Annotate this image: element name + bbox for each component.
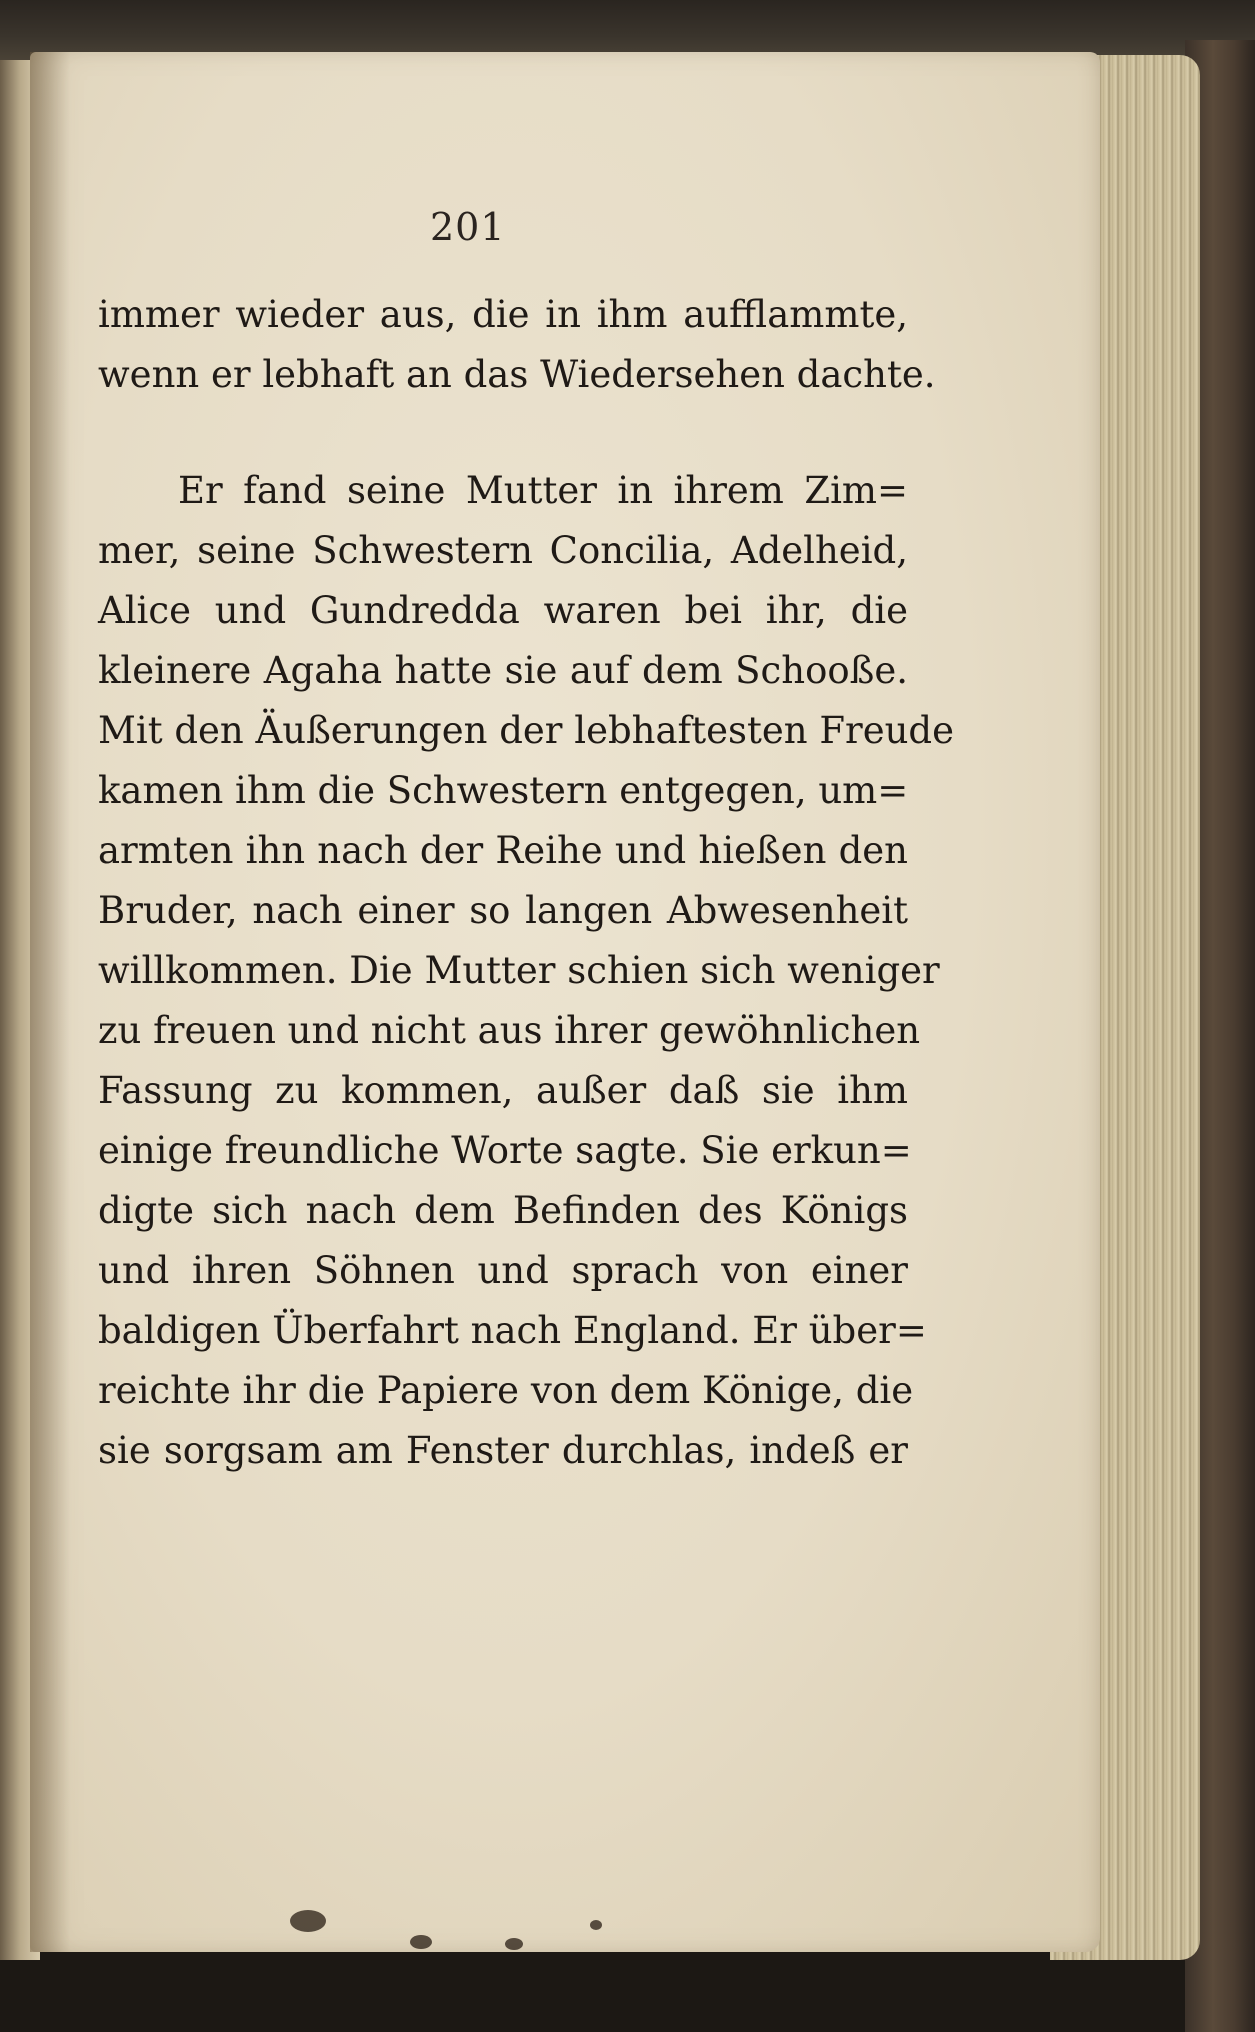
text-line: Fassung zu kommen, außer daß sie ihm <box>98 1069 908 1112</box>
paragraph <box>98 285 936 405</box>
text-line: mer, seine Schwestern Concilia, Adelheid, <box>98 529 908 572</box>
text-line: kamen ihm die Schwestern entgegen, um= <box>98 769 909 812</box>
text-line: Mit den Äußerungen der lebhaftesten Freude <box>98 709 955 752</box>
ink-stain <box>590 1920 602 1930</box>
text-line: armten ihn nach der Reihe und hießen den <box>98 829 908 872</box>
page-text <box>98 285 955 1481</box>
text-line: einige freundliche Worte sagte. Sie erkun= <box>98 1129 912 1172</box>
text-line: und ihren Söhnen und sprach von einer <box>98 1249 908 1292</box>
page-number: 201 <box>430 205 506 249</box>
ink-stain <box>410 1935 432 1949</box>
paragraph-gap <box>98 405 908 461</box>
gutter-shadow <box>30 52 70 1952</box>
text-line: Er fand seine Mutter in ihrem Zim= <box>178 469 908 512</box>
ink-stain <box>290 1910 326 1932</box>
book-cover-top <box>0 0 1255 60</box>
text-line: baldigen Überfahrt nach England. Er über= <box>98 1309 927 1352</box>
text-line: wenn er lebhaft an das Wiedersehen dachte. <box>98 353 936 396</box>
text-line: kleinere Agaha hatte sie auf dem Schooße. <box>98 649 908 692</box>
text-line: sie sorgsam am Fenster durchlas, indeß er <box>98 1429 908 1472</box>
text-line: zu freuen und nicht aus ihrer gewöhnlichen <box>98 1009 921 1052</box>
text-line: reichte ihr die Papiere von dem Könige, die <box>98 1369 914 1412</box>
text-line: digte sich nach dem Befinden des Königs <box>98 1189 908 1232</box>
paragraph <box>98 461 955 1481</box>
text-line: willkommen. Die Mutter schien sich weniger <box>98 949 940 992</box>
text-line: Alice und Gundredda waren bei ihr, die <box>98 589 908 632</box>
text-line: immer wieder aus, die in ihm aufflammte, <box>98 293 908 336</box>
ink-stain <box>505 1938 523 1950</box>
text-line: Bruder, nach einer so langen Abwesenheit <box>98 889 908 932</box>
